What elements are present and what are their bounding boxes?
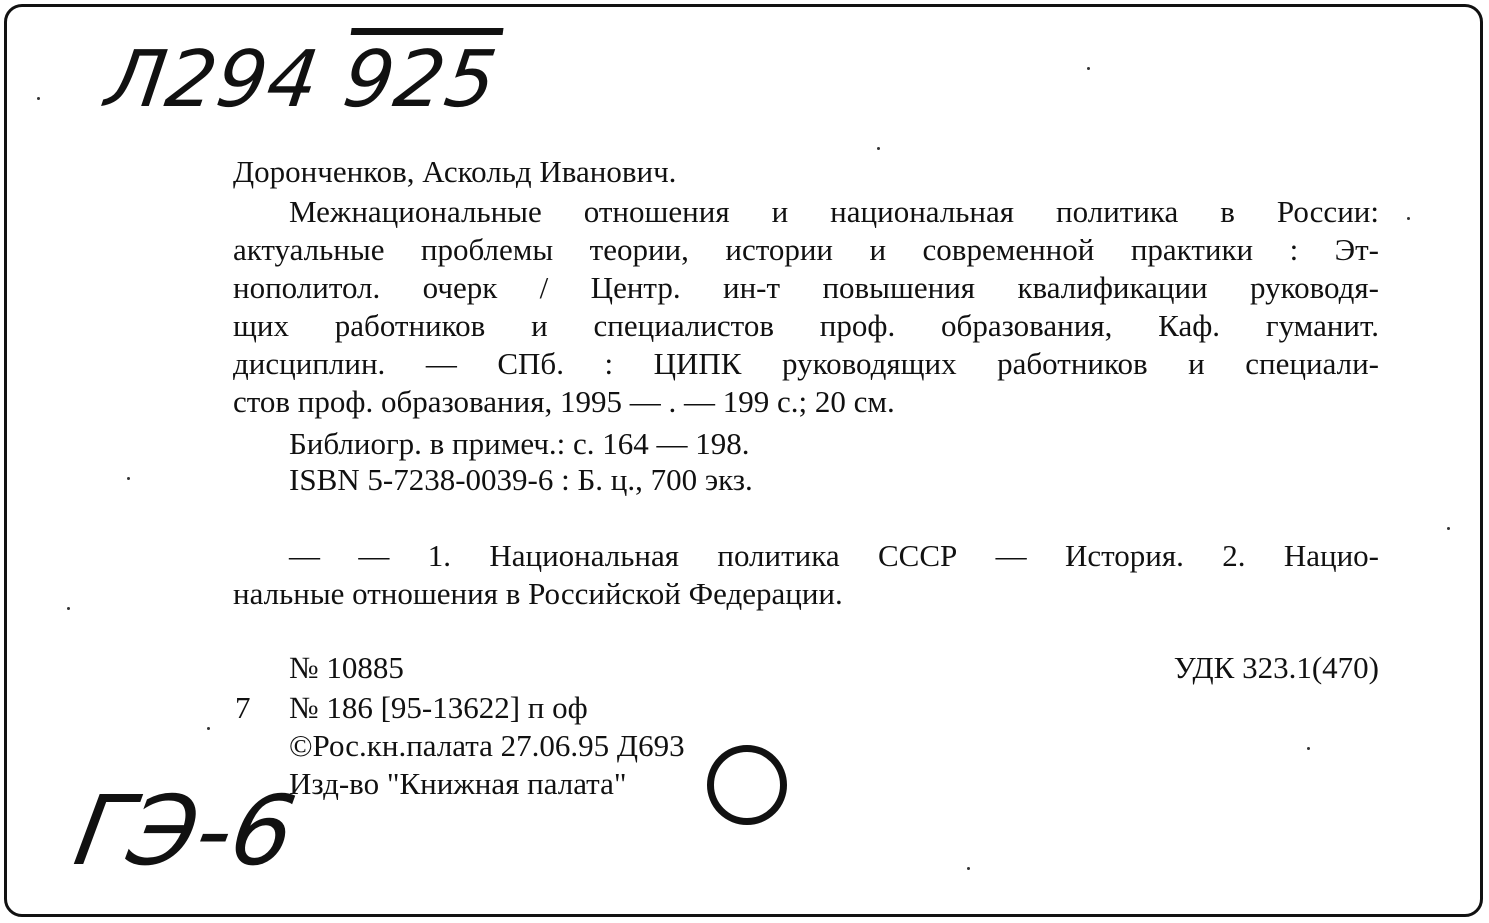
title-line-6: стов проф. образования, 1995 — . — 199 с.; 20 см. [233,384,895,419]
scan-speck [1087,67,1090,70]
subjects-line-2: нальные отношения в Российской Федерации. [233,576,843,611]
udk-code: УДК 323.1(470) [1173,650,1379,685]
title-line-3: нополитол. очерк / Центр. ин-т повышения квалификации руководя- [233,270,1379,305]
scan-speck [967,867,970,870]
subjects-line-1: — — 1. Национальная политика СССР — История. 2. Нацио- [289,538,1379,573]
card-number: № 10885 [289,650,404,685]
scan-speck [1447,527,1450,530]
isbn-note: ISBN 5-7238-0039-6 : Б. ц., 700 экз. [289,462,753,497]
catalog-card [4,4,1483,917]
bibliography-note: Библиогр. в примеч.: с. 164 — 198. [289,426,750,461]
handwritten-bottom-mark: ГЭ-6 [67,775,304,887]
shelfmark-number: 925 [338,35,503,125]
scan-speck [1407,217,1410,220]
handwritten-shelfmark [101,35,503,125]
shelfmark-prefix: Л294 [100,35,325,125]
scan-speck [37,97,40,100]
scan-speck [67,607,70,610]
title-line-5: дисциплин. — СПб. : ЦИПК руководящих работников и специали- [233,346,1379,381]
footer-copyright: ©Рос.кн.палата 27.06.95 Д693 [289,728,685,763]
scan-speck [207,727,210,730]
footer-line-prefix: 7 [235,690,251,725]
scan-speck [127,477,130,480]
title-line-1: Межнациональные отношения и национальная политика в России: [289,194,1379,229]
footer-publisher: Изд-во "Книжная палата" [289,766,627,801]
punch-hole-circle [707,745,787,825]
scan-speck [1307,747,1310,750]
title-line-4: щих работников и специалистов проф. образования, Каф. гуманит. [233,308,1379,343]
title-line-2: актуальные проблемы теории, истории и современной практики : Эт- [233,232,1379,267]
scan-speck [877,147,880,150]
author-heading: Доронченков, Аскольд Иванович. [233,154,677,189]
footer-registry-number: № 186 [95-13622] п оф [289,690,588,725]
